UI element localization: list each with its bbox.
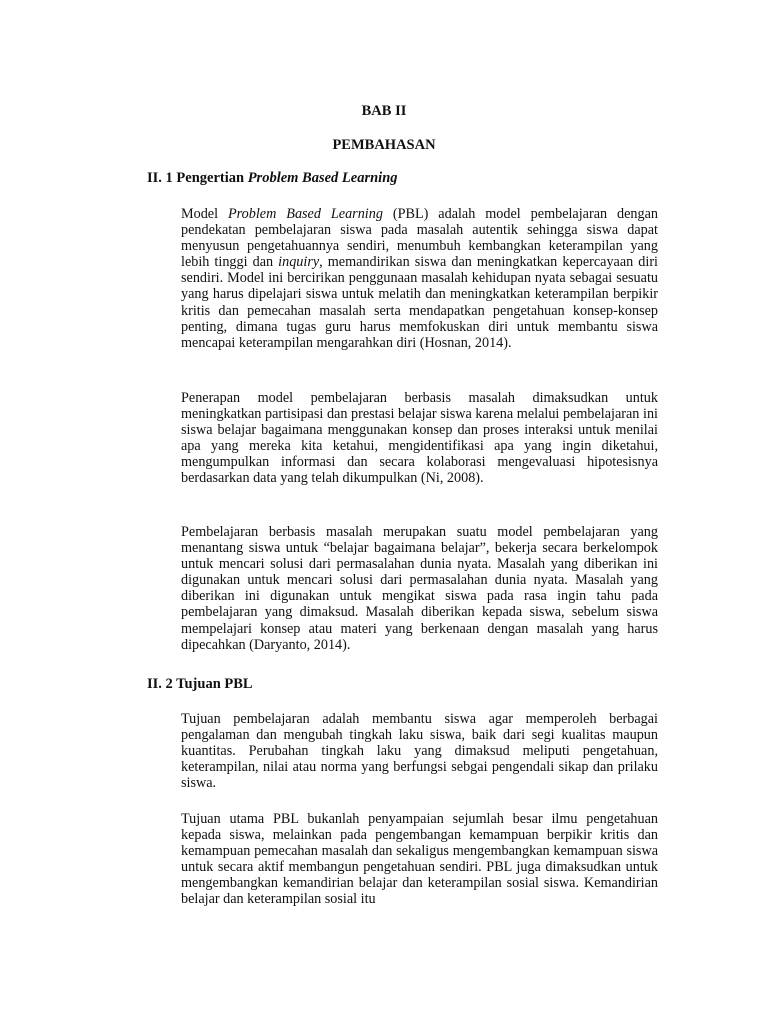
text-run: Model [181,206,228,222]
paragraph-application: Penerapan model pembelajaran berbasis masalah dimaksudkan untuk meningkatkan partisipasi dan prestasi belajar siswa karena melalui pembelajaran ini siswa belajar bagaimana menggunakan konsep dan proses interaksi untuk menilai apa yang mereka kita ketahui, mengidentifikasi apa yang ingin diketahui, mengumpulkan informasi dan secara kolaborasi mengevaluasi hipotesisnya berdasarkan data yang telah dikumpulkan (Ni, 2008). [181,390,658,487]
chapter-title: PEMBAHASAN [332,137,436,153]
section-number: II. 1 Pengertian [147,170,245,186]
paragraph-main-goal: Tujuan utama PBL bukanlah penyampaian sejumlah besar ilmu pengetahuan kepada siswa, melainkan pada pengembangan kemampuan berpikir kritis dan kemampuan pemecahan masalah dan sekaligus mengembangkan kemampuan siswa untuk secara aktif membangun pengetahuan sendiri. PBL juga dimaksudkan untuk mengembangkan kemandirian belajar dan keterampilan sosial siswa. Kemandirian belajar dan keterampilan sosial itu [181,811,658,908]
section-heading-pengertian [147,170,398,187]
italic-term: Problem Based Learning [228,206,383,222]
paragraph-learning-goal: Tujuan pembelajaran adalah membantu siswa agar memperoleh berbagai pengalaman dan mengubah tingkah laku siswa, baik dari segi kualitas maupun kuantitas. Perubahan tingkah laku yang dimaksud meliputi pengetahuan, keterampilan, nilai atau norma yang berfungsi sebgai pengendali sikap dan prilaku siswa. [181,711,658,792]
italic-term: inquiry [278,254,320,271]
chapter-number: BAB II [361,103,407,119]
text-run: , memandirikan siswa dan meningkatkan kepercayaan diri sendiri. Model ini bercirikan penggunaan masalah kehidupan nyata sebagai sesuatu yang harus dipelajari siswa untuk melatih dan meningkatkan keterampilan berpikir kritis dan pemecahan masalah serta mendapatkan pengetahuan konsep-konsep penting, dimana tugas guru harus memfokuskan diri untuk membantu siswa mencapai keterampilan mengarahkan diri (Hosnan, 2014). [181,254,658,351]
section-title-italic: Problem Based Learning [247,170,398,186]
text-run: (PBL) adalah model pembelajaran dengan pendekatan pembelajaran siswa pada masalah autentik sehingga siswa dapat menyusun pengetahuannya sendiri, menumbuh kembangkan keterampilan yang lebih tinggi dan [181,206,659,271]
section-heading-tujuan: II. 2 Tujuan PBL [147,676,253,692]
paragraph-definition [181,206,658,351]
paragraph-problem-based: Pembelajaran berbasis masalah merupakan suatu model pembelajaran yang menantang siswa untuk “belajar bagaimana belajar”, bekerja secara berkelompok untuk mencari solusi dari permasalahan dunia nyata. Masalah yang diberikan ini digunakan untuk mencari solusi dari permasalahan dunia nyata. Masalah yang diberikan ini digunakan untuk mengikat siswa pada rasa ingin tahu pada pembelajaran yang dimaksud. Masalah diberikan kepada siswa, sebelum siswa mempelajari konsep atau materi yang berkenaan dengan masalah yang harus dipecahkan (Daryanto, 2014). [181,524,658,653]
